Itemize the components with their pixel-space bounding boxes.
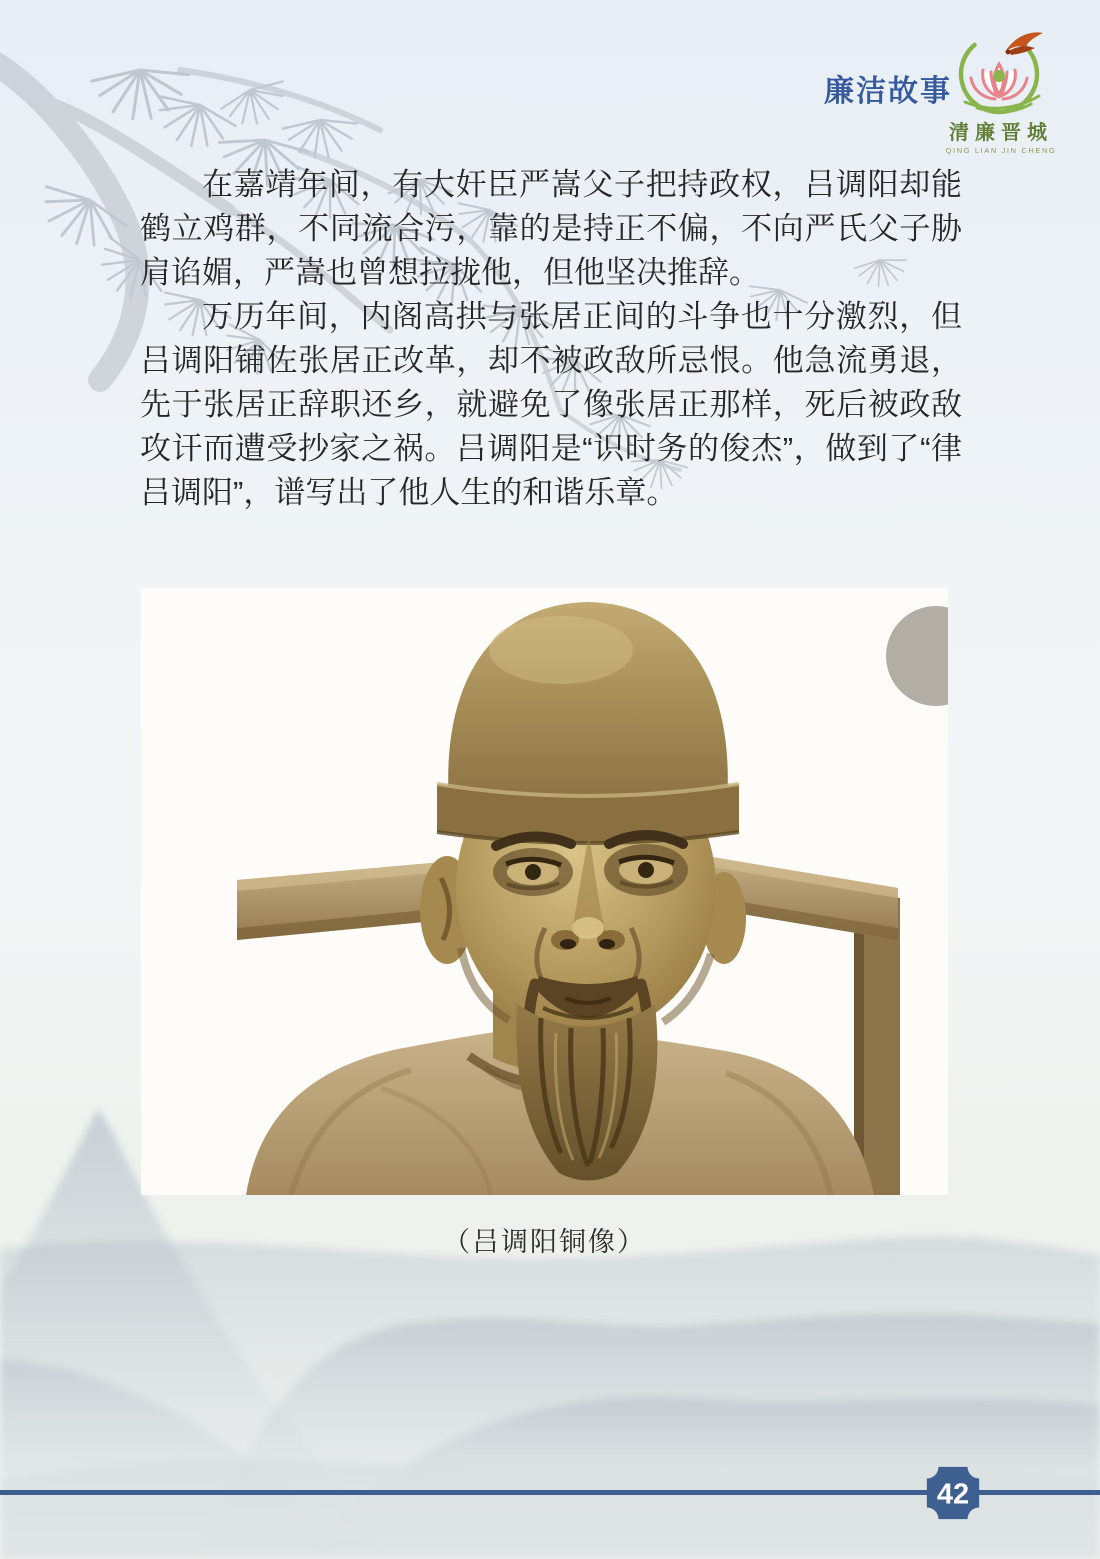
flying-bird-icon	[1005, 32, 1043, 55]
logo-name-cn: 清廉晋城	[949, 122, 1053, 144]
article	[140, 163, 962, 515]
page-title: 廉洁故事	[824, 75, 952, 108]
statue-illustration	[141, 588, 948, 1195]
brand-logo	[942, 26, 1060, 155]
page-number-badge	[922, 1462, 984, 1524]
page-number: 42	[936, 1478, 970, 1511]
lotus-icon	[971, 64, 1027, 99]
paragraph-1: 在嘉靖年间，有大奸臣严嵩父子把持政权，吕调阳却能鹤立鸡群，不同流合污，靠的是持正不偏，不向严氏父子胁肩谄媚，严嵩也曾想拉拢他，但他坚决推辞。	[140, 167, 962, 290]
photo-caption: （吕调阳铜像）	[443, 1227, 646, 1257]
brand-logo-mark	[949, 26, 1053, 118]
paragraph-2: 万历年间，内阁高拱与张居正间的斗争也十分激烈，但吕调阳铺佐张居正改革，却不被政敌所忌恨。他急流勇退，先于张居正辞职还乡，就避免了像张居正那样，死后被政敌攻讦而遭受抄家之祸。吕调阳是“识时务的俊杰”，做到了“律吕调阳”，谱写出了他人生的和谐乐章。	[140, 299, 962, 510]
logo-name-en: QING LIAN JIN CHENG	[945, 146, 1057, 155]
statue-photo	[141, 588, 948, 1195]
